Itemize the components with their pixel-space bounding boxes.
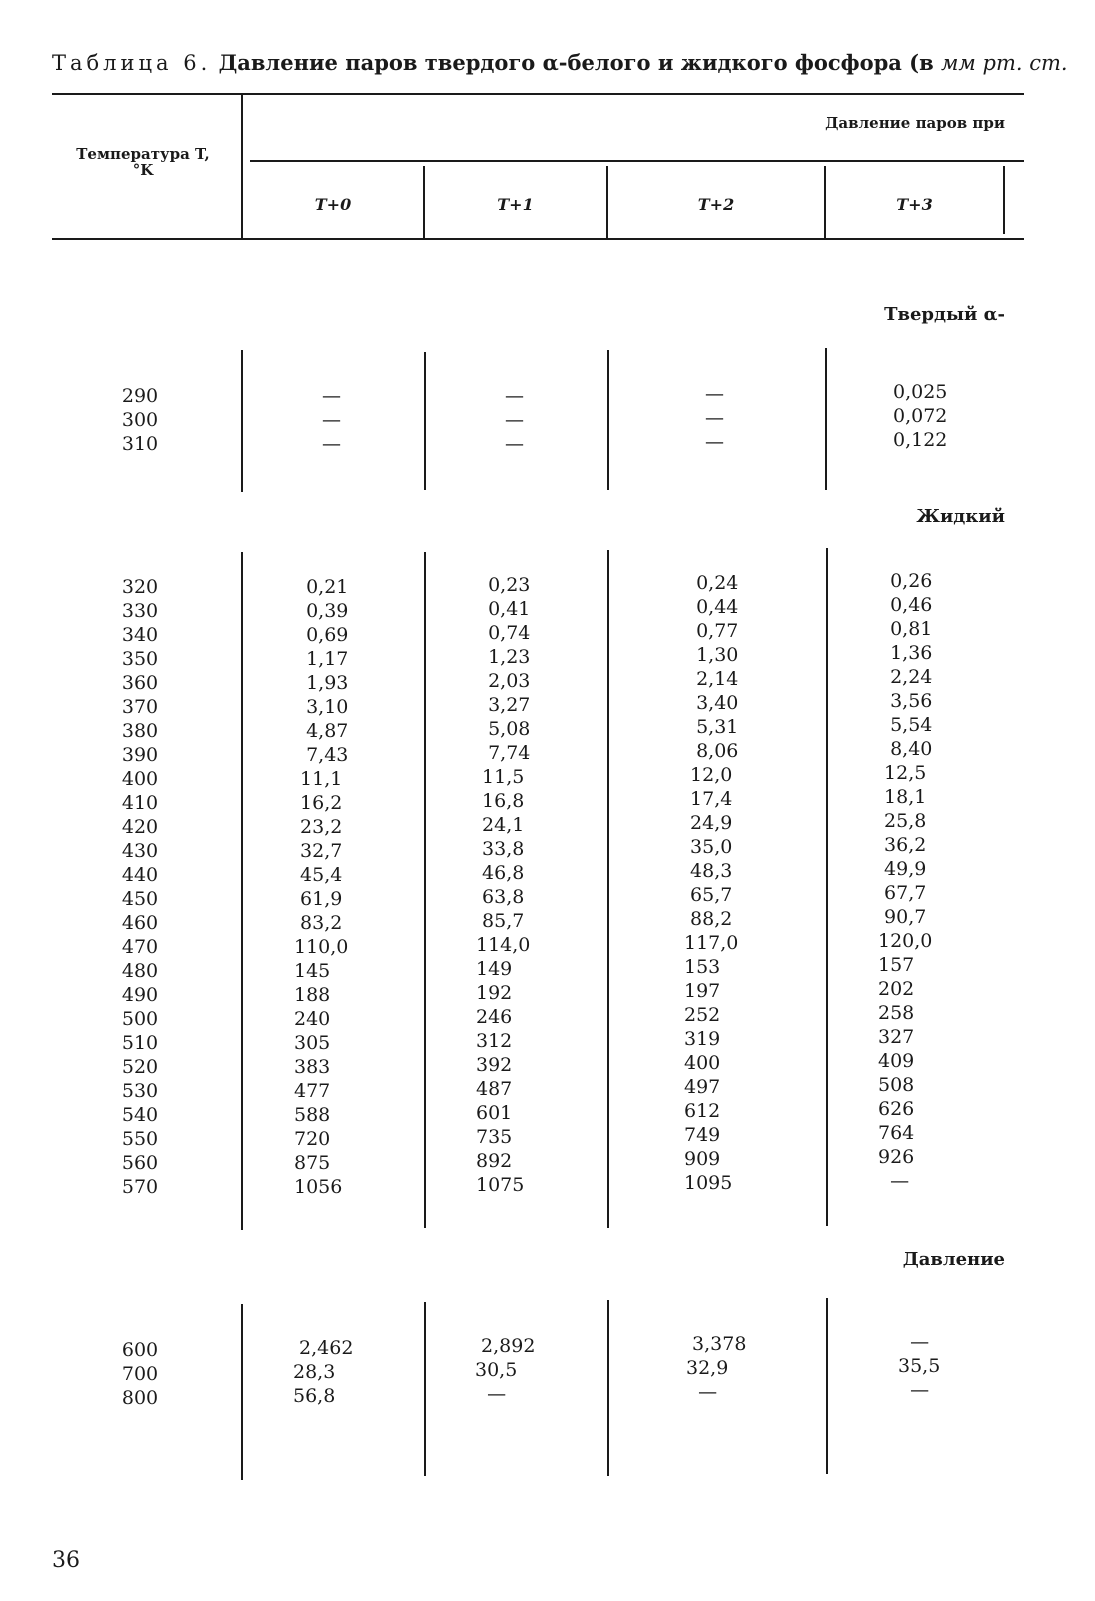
header-temperature bbox=[58, 146, 228, 178]
header-top-rule bbox=[52, 93, 1024, 95]
header-pressure: Давление паров при bbox=[825, 114, 1005, 132]
table-caption: Давление паров твердого α-белого и жидкого фосфора (в bbox=[218, 50, 934, 75]
table-number: Таблица 6. bbox=[52, 51, 212, 75]
page-number: 36 bbox=[52, 1548, 80, 1573]
section-pressure-divider-3 bbox=[826, 1298, 828, 1474]
section-liquid-divider-2 bbox=[607, 550, 609, 1228]
header-temperature-unit: °K bbox=[132, 161, 154, 179]
header-divider-4 bbox=[1003, 166, 1005, 234]
section-solid-divider-2 bbox=[607, 350, 609, 490]
section-pressure-divider-2 bbox=[607, 1300, 609, 1476]
table-unit: мм рт. ст. bbox=[941, 51, 1068, 75]
section-pressure-divider-1 bbox=[424, 1302, 426, 1476]
section-pressure-temperatures: 600 700 800 bbox=[121, 1339, 159, 1409]
header-temperature-label: Температура T, bbox=[76, 145, 210, 163]
section-liquid-temperatures: 320 330 340 350 360 370 380 390 400 410 420 430 440 450 460 470 480 490 500 510 520 530 540 550 560 570 bbox=[121, 576, 159, 1198]
header-bottom-rule bbox=[52, 238, 1024, 240]
table-title bbox=[52, 50, 1068, 75]
section-solid-t1: — — — bbox=[505, 385, 524, 455]
section-pressure-t3: — 35,5 — bbox=[898, 1331, 941, 1401]
section-solid-divider-1 bbox=[424, 352, 426, 490]
section-liquid-divider-3 bbox=[826, 548, 828, 1226]
header-divider-temp bbox=[241, 95, 243, 238]
header-sub-t1: T+1 bbox=[497, 195, 534, 214]
section-pressure-divider-temp bbox=[241, 1304, 243, 1480]
section-solid-t3: 0,025 0,072 0,122 bbox=[893, 381, 948, 451]
section-solid-t0: — — — bbox=[322, 385, 341, 455]
section-liquid-divider-1 bbox=[424, 552, 426, 1228]
section-pressure-t1: 2,892 30,5 — bbox=[475, 1335, 536, 1405]
section-label-pressure: Давление bbox=[902, 1249, 1005, 1270]
section-label-liquid: Жидкий bbox=[916, 506, 1005, 527]
section-liquid-t0: 0,21 0,39 0,69 1,17 1,93 3,10 4,87 7,43 11,1 16,2 23,2 32,7 45,4 61,9 83,2 110,0 145 188 240 305 383 477 588 720 875 1056 bbox=[294, 576, 349, 1198]
header-sub-t3: T+3 bbox=[896, 195, 933, 214]
section-pressure-t0: 2,462 28,3 56,8 bbox=[293, 1337, 354, 1407]
section-label-solid: Твердый α- bbox=[884, 304, 1005, 325]
section-pressure-t2: 3,378 32,9 — bbox=[686, 1333, 747, 1403]
section-liquid-t2: 0,24 0,44 0,77 1,30 2,14 3,40 5,31 8,06 12,0 17,4 24,9 35,0 48,3 65,7 88,2 117,0 153 197 252 319 400 497 612 749 909 1095 bbox=[684, 572, 739, 1194]
header-sub-t0: T+0 bbox=[314, 195, 352, 214]
section-liquid-t1: 0,23 0,41 0,74 1,23 2,03 3,27 5,08 7,74 11,5 16,8 24,1 33,8 46,8 63,8 85,7 114,0 149 192 246 312 392 487 601 735 892 1075 bbox=[476, 574, 531, 1196]
section-solid-t2: — — — bbox=[705, 383, 724, 453]
section-liquid-t3: 0,26 0,46 0,81 1,36 2,24 3,56 5,54 8,40 12,5 18,1 25,8 36,2 49,9 67,7 90,7 120,0 157 202 258 327 409 508 626 764 926 — bbox=[878, 570, 933, 1192]
section-liquid-divider-temp bbox=[241, 552, 243, 1230]
section-solid-temperatures: 290 300 310 bbox=[121, 385, 159, 455]
header-sub-t2: T+2 bbox=[697, 195, 735, 214]
section-solid-divider-3 bbox=[825, 348, 827, 490]
header-mid-rule bbox=[250, 160, 1024, 162]
section-solid-divider-temp bbox=[241, 350, 243, 492]
